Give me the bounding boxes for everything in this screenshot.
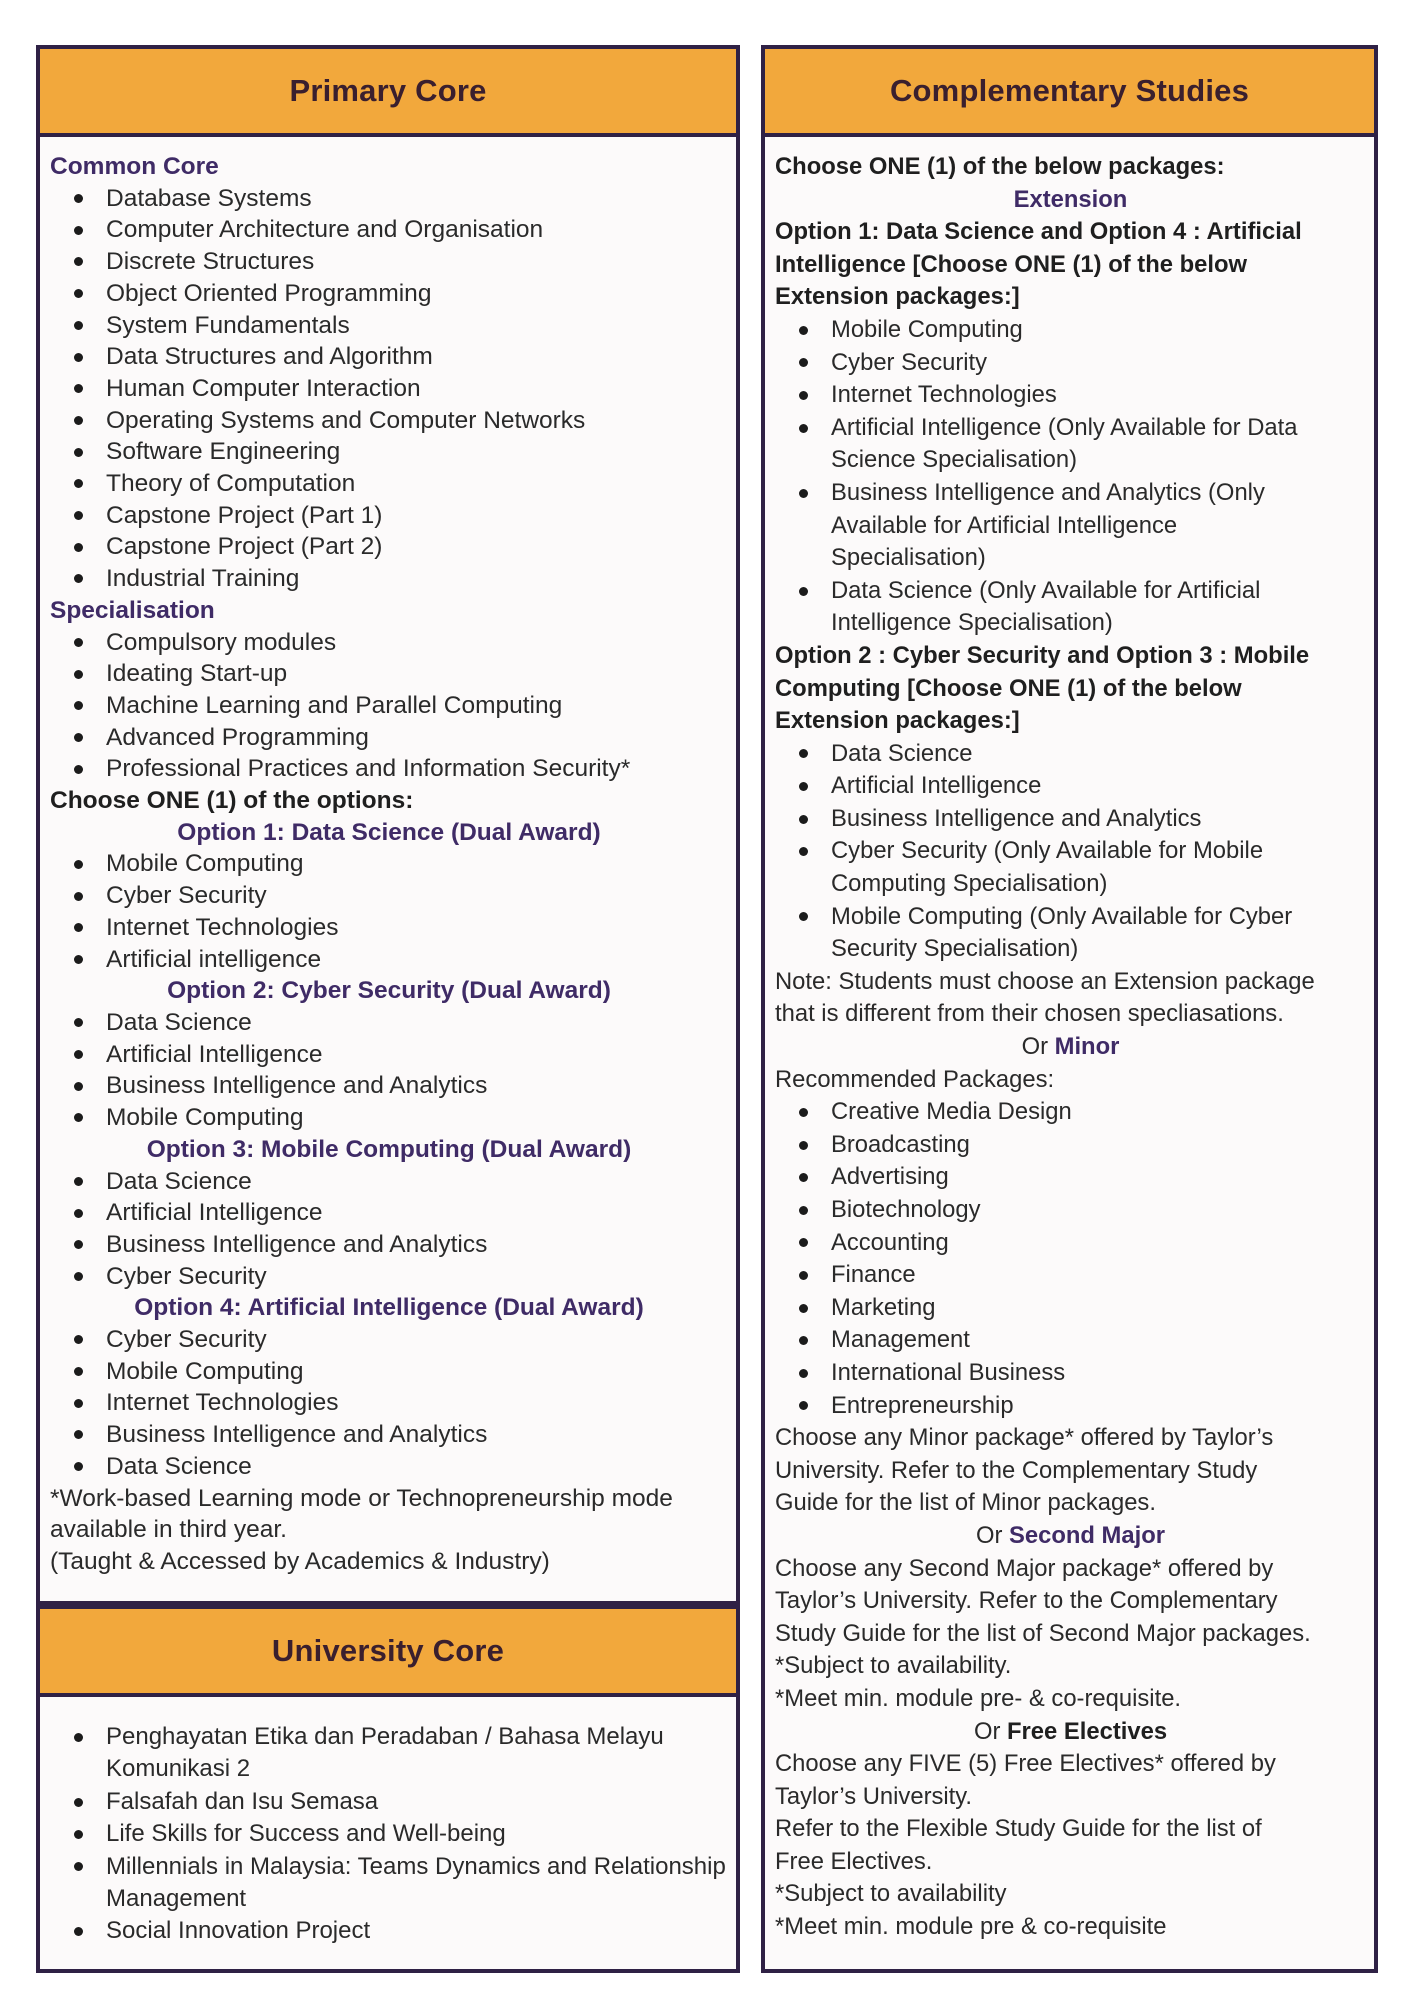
text: *Meet min. module pre & co-requisite: [775, 1913, 1167, 1941]
bullet-icon: [74, 574, 83, 583]
text: *Meet min. module pre- & co-requisite.: [775, 1684, 1182, 1712]
text: Entrepreneurship: [831, 1391, 1014, 1419]
list-item: [50, 1721, 728, 1753]
list-item: [50, 722, 728, 754]
list-item: [775, 575, 1366, 608]
complementary-studies-body: [765, 137, 1374, 1944]
text: Accounting: [831, 1228, 949, 1256]
bullet-icon: [74, 1830, 83, 1839]
bullet-icon: [74, 1430, 83, 1439]
text: Internet Technologies: [106, 1389, 339, 1417]
list-item: [50, 1387, 728, 1419]
text: Management: [106, 1885, 247, 1913]
list-item: [775, 1292, 1366, 1325]
list-item: [775, 901, 1366, 934]
bullet-icon: [799, 1401, 808, 1410]
text: Mobile Computing: [106, 850, 304, 878]
text-line: [775, 1064, 1366, 1097]
list-item: [775, 412, 1366, 445]
text: Option 2: Cyber Security (Dual Award): [167, 977, 611, 1005]
text: Choose any Minor package* offered by Taylor’s: [775, 1424, 1274, 1452]
list-item: [50, 373, 728, 405]
text-line: [50, 1514, 728, 1546]
text: Business Intelligence and Analytics: [106, 1230, 488, 1258]
bullet-icon: [74, 955, 83, 964]
text: that is different from their chosen specliasations.: [775, 1000, 1284, 1028]
text: Mobile Computing (Only Available for Cyber: [831, 902, 1293, 930]
instruction-heading: [775, 281, 1366, 314]
text: *Work-based Learning mode or Technopreneurship mode: [50, 1484, 673, 1512]
text: Mobile Computing: [831, 315, 1023, 343]
text: Penghayatan Etika dan Peradaban / Bahasa Melayu: [106, 1723, 664, 1750]
text: Available for Artificial Intelligence: [831, 511, 1178, 539]
instruction-heading: [775, 705, 1366, 738]
text-line: [775, 1911, 1366, 1944]
text-line: [775, 966, 1366, 999]
text-line: [775, 1553, 1366, 1586]
text: Option 1: Data Science (Dual Award): [177, 818, 601, 846]
bullet-icon: [799, 1336, 808, 1345]
list-item: [50, 1197, 728, 1229]
primary-core-box: [36, 45, 740, 1605]
bullet-icon: [74, 1018, 83, 1027]
bullet-icon: [74, 257, 83, 266]
text: Data Science: [106, 1452, 252, 1480]
bullet-icon: [74, 1335, 83, 1344]
text: Broadcasting: [831, 1130, 970, 1158]
text: Cyber Security: [106, 882, 267, 910]
list-item: [50, 627, 728, 659]
text: Professional Practices and Information Security*: [106, 755, 631, 783]
bullet-icon: [799, 1271, 808, 1280]
list-item-continuation: [775, 868, 1366, 901]
list-item: [50, 341, 728, 373]
text: Artificial Intelligence: [106, 1199, 323, 1227]
text-segment: Minor: [1054, 1033, 1120, 1061]
bullet-icon: [799, 749, 808, 758]
bullet-icon: [74, 1177, 83, 1186]
list-item: [775, 835, 1366, 868]
bullet-icon: [74, 353, 83, 362]
list-item: [50, 1261, 728, 1293]
text: Internet Technologies: [106, 913, 339, 941]
text: Advertising: [831, 1163, 949, 1191]
text-line: [775, 1781, 1366, 1814]
text: *Subject to availability: [775, 1880, 1007, 1908]
text: Intelligence [Choose ONE (1) of the below: [775, 250, 1248, 278]
text-line: [50, 1483, 728, 1515]
text: Industrial Training: [106, 565, 300, 593]
list-item: [50, 246, 728, 278]
text-segment: Second Major: [1009, 1521, 1166, 1549]
text: Extension: [1013, 185, 1128, 213]
bullet-icon: [74, 321, 83, 330]
option-heading: [50, 1134, 728, 1166]
bullet-icon: [74, 765, 83, 774]
bullet-icon: [74, 1862, 83, 1871]
text: Computer Architecture and Organisation: [106, 216, 544, 244]
bullet-icon: [74, 1733, 83, 1742]
list-item: [50, 563, 728, 595]
list-item-continuation: [775, 542, 1366, 575]
option-divider: [775, 1031, 1366, 1064]
bullet-icon: [799, 358, 808, 367]
text: Computing [Choose ONE (1) of the below: [775, 674, 1242, 702]
list-item: [50, 405, 728, 437]
text: (Taught & Accessed by Academics & Industry): [50, 1547, 550, 1575]
bullet-icon: [799, 1206, 808, 1215]
primary-core-header: [40, 49, 736, 137]
bullet-icon: [74, 1240, 83, 1249]
bullet-icon: [74, 1113, 83, 1122]
text: Cyber Security: [106, 1262, 267, 1290]
text: Specialisation): [831, 544, 986, 572]
list-item-continuation: [50, 1753, 728, 1785]
text: Mobile Computing: [106, 1357, 304, 1385]
bullet-icon: [799, 1238, 808, 1247]
text: Artificial intelligence: [106, 945, 322, 973]
bullet-icon: [74, 1082, 83, 1091]
list-item: [50, 1818, 728, 1850]
bullet-icon: [74, 448, 83, 457]
text-segment: Free Electives: [1006, 1717, 1168, 1745]
text: Cyber Security: [831, 348, 988, 376]
text: Theory of Computation: [106, 470, 356, 498]
option-heading: [50, 975, 728, 1007]
instruction-heading: [775, 151, 1366, 184]
bullet-icon: [799, 847, 808, 856]
list-item-continuation: [775, 444, 1366, 477]
text-segment: Or: [1021, 1033, 1055, 1061]
text: Data Science (Only Available for Artificial: [831, 576, 1261, 604]
list-item: [775, 1194, 1366, 1227]
list-item: [50, 1356, 728, 1388]
bullet-icon: [74, 1399, 83, 1408]
bullet-icon: [799, 1369, 808, 1378]
bullet-icon: [799, 912, 808, 921]
list-item: [775, 738, 1366, 771]
text: Option 1: Data Science and Option 4 : Artificial: [775, 218, 1302, 246]
bullet-icon: [74, 511, 83, 520]
list-item-continuation: [50, 1883, 728, 1915]
bullet-icon: [74, 1050, 83, 1059]
text: Object Oriented Programming: [106, 279, 432, 307]
option-heading: [50, 817, 728, 849]
text-line: [775, 1487, 1366, 1520]
text: Business Intelligence and Analytics (Only: [831, 478, 1265, 506]
list-item: [50, 1007, 728, 1039]
bullet-icon: [799, 424, 808, 433]
list-item: [50, 1166, 728, 1198]
text: Recommended Packages:: [775, 1065, 1055, 1093]
text: Falsafah dan Isu Semasa: [106, 1787, 379, 1815]
complementary-studies-header: [765, 49, 1374, 137]
list-item: [775, 1357, 1366, 1390]
instruction-heading: [775, 249, 1366, 282]
university-core-header: [40, 1609, 736, 1697]
list-item: [775, 770, 1366, 803]
text: Security Specialisation): [831, 935, 1079, 963]
option-divider: [775, 1716, 1366, 1749]
text: Discrete Structures: [106, 248, 315, 276]
list-item: [775, 1259, 1366, 1292]
text: Operating Systems and Computer Networks: [106, 406, 586, 434]
text: Artificial Intelligence: [106, 1040, 323, 1068]
text-line: [775, 1618, 1366, 1651]
text: Guide for the list of Minor packages.: [775, 1489, 1156, 1517]
text: Ideating Start-up: [106, 660, 288, 688]
text: Option 2 : Cyber Security and Option 3 : Mobile: [775, 641, 1310, 669]
text-line: [775, 1846, 1366, 1879]
text: available in third year.: [50, 1516, 287, 1544]
text: Machine Learning and Parallel Computing: [106, 691, 563, 719]
text: Compulsory modules: [106, 628, 337, 656]
list-item: [50, 690, 728, 722]
list-item: [50, 310, 728, 342]
text: Internet Technologies: [831, 381, 1057, 409]
bullet-icon: [74, 670, 83, 679]
bullet-icon: [74, 226, 83, 235]
section-heading: [50, 151, 728, 183]
list-item: [775, 803, 1366, 836]
text: Choose any FIVE (5) Free Electives* offered by: [775, 1750, 1276, 1778]
option-heading: [50, 1292, 728, 1324]
list-item: [775, 379, 1366, 412]
list-item: [50, 1786, 728, 1818]
text: Note: Students must choose an Extension package: [775, 967, 1315, 995]
list-item: [775, 347, 1366, 380]
bullet-icon: [74, 416, 83, 425]
text: Choose ONE (1) of the below packages:: [775, 153, 1225, 180]
text: Cyber Security (Only Available for Mobile: [831, 837, 1264, 865]
list-item: [50, 1070, 728, 1102]
list-item-continuation: [775, 933, 1366, 966]
text-line: [775, 1455, 1366, 1488]
text-segment: Or: [975, 1521, 1009, 1549]
text: Taylor’s University. Refer to the Complementary: [775, 1587, 1278, 1615]
list-item: [50, 880, 728, 912]
list-item: [50, 1102, 728, 1134]
text: Software Engineering: [106, 438, 341, 466]
text: Capstone Project (Part 1): [106, 501, 383, 529]
list-item: [50, 278, 728, 310]
bullet-icon: [74, 1462, 83, 1471]
bullet-icon: [74, 1209, 83, 1218]
text: Mobile Computing: [106, 1104, 304, 1132]
text: Finance: [831, 1261, 916, 1289]
text: Marketing: [831, 1293, 936, 1321]
list-item: [50, 912, 728, 944]
instruction-heading: [775, 640, 1366, 673]
bullet-icon: [74, 543, 83, 552]
text: Business Intelligence and Analytics: [106, 1421, 488, 1449]
text: Business Intelligence and Analytics: [106, 1072, 488, 1100]
text: Human Computer Interaction: [106, 374, 421, 402]
text: Intelligence Specialisation): [831, 609, 1113, 637]
bullet-icon: [799, 391, 808, 400]
text: Social Innovation Project: [106, 1917, 371, 1945]
text: Advanced Programming: [106, 723, 369, 751]
bullet-icon: [74, 638, 83, 647]
option-divider: [775, 1520, 1366, 1553]
list-item: [50, 1039, 728, 1071]
bullet-icon: [799, 782, 808, 791]
primary-core-body: [40, 137, 736, 1578]
text: Management: [831, 1326, 970, 1354]
list-item: [50, 1324, 728, 1356]
bullet-icon: [74, 860, 83, 869]
complementary-studies-box: [761, 45, 1378, 1973]
text: Option 3: Mobile Computing (Dual Award): [146, 1135, 632, 1163]
list-item: [50, 1851, 728, 1883]
text: Free Electives.: [775, 1847, 933, 1875]
list-item: [775, 1390, 1366, 1423]
bullet-icon: [799, 1108, 808, 1117]
text: Taylor’s University.: [775, 1782, 973, 1810]
bullet-icon: [74, 289, 83, 298]
list-item: [50, 1451, 728, 1483]
instruction-heading: [775, 216, 1366, 249]
text: Millennials in Malaysia: Teams Dynamics and Relationship: [106, 1852, 726, 1880]
text-line: [775, 1585, 1366, 1618]
text-line: [775, 1683, 1366, 1716]
text: Data Structures and Algorithm: [106, 343, 433, 371]
university-core-box: [36, 1605, 740, 1973]
text: Artificial Intelligence: [831, 772, 1042, 800]
text: Data Science: [106, 1167, 252, 1195]
list-item: [50, 531, 728, 563]
text: Science Specialisation): [831, 446, 1078, 474]
text: Biotechnology: [831, 1196, 981, 1223]
text: Option 4: Artificial Intelligence (Dual Award): [134, 1294, 644, 1322]
list-item: [50, 468, 728, 500]
text-segment: Or: [973, 1717, 1007, 1745]
list-item: [775, 477, 1366, 510]
text: Data Science: [831, 739, 973, 767]
text: System Fundamentals: [106, 311, 350, 339]
bullet-icon: [74, 892, 83, 901]
bullet-icon: [74, 384, 83, 393]
list-item: [50, 500, 728, 532]
text: Cyber Security: [106, 1326, 267, 1354]
section-heading: [50, 595, 728, 627]
bullet-icon: [74, 1272, 83, 1281]
bullet-icon: [74, 1798, 83, 1807]
list-item: [50, 1229, 728, 1261]
list-item: [50, 944, 728, 976]
text: Life Skills for Success and Well-being: [106, 1820, 506, 1848]
text-line: [775, 1650, 1366, 1683]
bullet-icon: [799, 587, 808, 596]
list-item: [50, 848, 728, 880]
bullet-icon: [799, 1304, 808, 1313]
text: Business Intelligence and Analytics: [831, 804, 1202, 832]
instruction-heading: [775, 673, 1366, 706]
text: *Subject to availability.: [775, 1652, 1012, 1680]
list-item-continuation: [775, 607, 1366, 640]
text-line: [775, 998, 1366, 1031]
text: Extension packages:]: [775, 707, 1020, 735]
text-line: [775, 1748, 1366, 1781]
text: University. Refer to the Complementary Study: [775, 1456, 1258, 1484]
list-item: [775, 1324, 1366, 1357]
text-line: [775, 1813, 1366, 1846]
list-item: [775, 1227, 1366, 1260]
list-item: [50, 214, 728, 246]
text: Computing Specialisation): [831, 870, 1108, 898]
primary-core-title: Primary Core: [289, 73, 487, 108]
university-core-body: [40, 1697, 736, 1948]
list-item: [50, 753, 728, 785]
text: Artificial Intelligence (Only Available for Data: [831, 413, 1298, 441]
bullet-icon: [799, 489, 808, 498]
list-item: [50, 183, 728, 215]
list-item: [50, 658, 728, 690]
university-core-title: University Core: [271, 1633, 505, 1668]
text-line: [50, 1546, 728, 1578]
text-line: [775, 1422, 1366, 1455]
text: International Business: [831, 1358, 1066, 1386]
bullet-icon: [74, 923, 83, 932]
bullet-icon: [799, 326, 808, 335]
instruction-heading: [50, 785, 728, 817]
bullet-icon: [799, 815, 808, 824]
text: Extension packages:]: [775, 283, 1020, 311]
list-item: [50, 1915, 728, 1947]
bullet-icon: [74, 733, 83, 742]
text: Creative Media Design: [831, 1098, 1072, 1126]
text: Choose any Second Major package* offered by: [775, 1554, 1274, 1582]
text: Data Science: [106, 1008, 252, 1036]
bullet-icon: [74, 1367, 83, 1376]
text: Specialisation: [50, 596, 215, 624]
text: Choose ONE (1) of the options:: [50, 787, 414, 815]
option-heading: [775, 184, 1366, 217]
text: Common Core: [50, 153, 219, 180]
list-item: [775, 314, 1366, 347]
text: Study Guide for the list of Second Major packages.: [775, 1619, 1311, 1647]
text: Refer to the Flexible Study Guide for the list of: [775, 1815, 1262, 1843]
list-item-continuation: [775, 510, 1366, 543]
bullet-icon: [74, 194, 83, 203]
list-item: [775, 1161, 1366, 1194]
list-item: [50, 436, 728, 468]
list-item: [775, 1096, 1366, 1129]
list-item: [50, 1419, 728, 1451]
text: Komunikasi 2: [106, 1755, 251, 1783]
text: Database Systems: [106, 184, 312, 212]
complementary-studies-title: Complementary Studies: [889, 73, 1250, 108]
bullet-icon: [799, 1173, 808, 1182]
list-item: [775, 1129, 1366, 1162]
text-line: [775, 1878, 1366, 1911]
bullet-icon: [799, 1141, 808, 1150]
text: Capstone Project (Part 2): [106, 533, 383, 561]
bullet-icon: [74, 701, 83, 710]
bullet-icon: [74, 1927, 83, 1936]
bullet-icon: [74, 479, 83, 488]
